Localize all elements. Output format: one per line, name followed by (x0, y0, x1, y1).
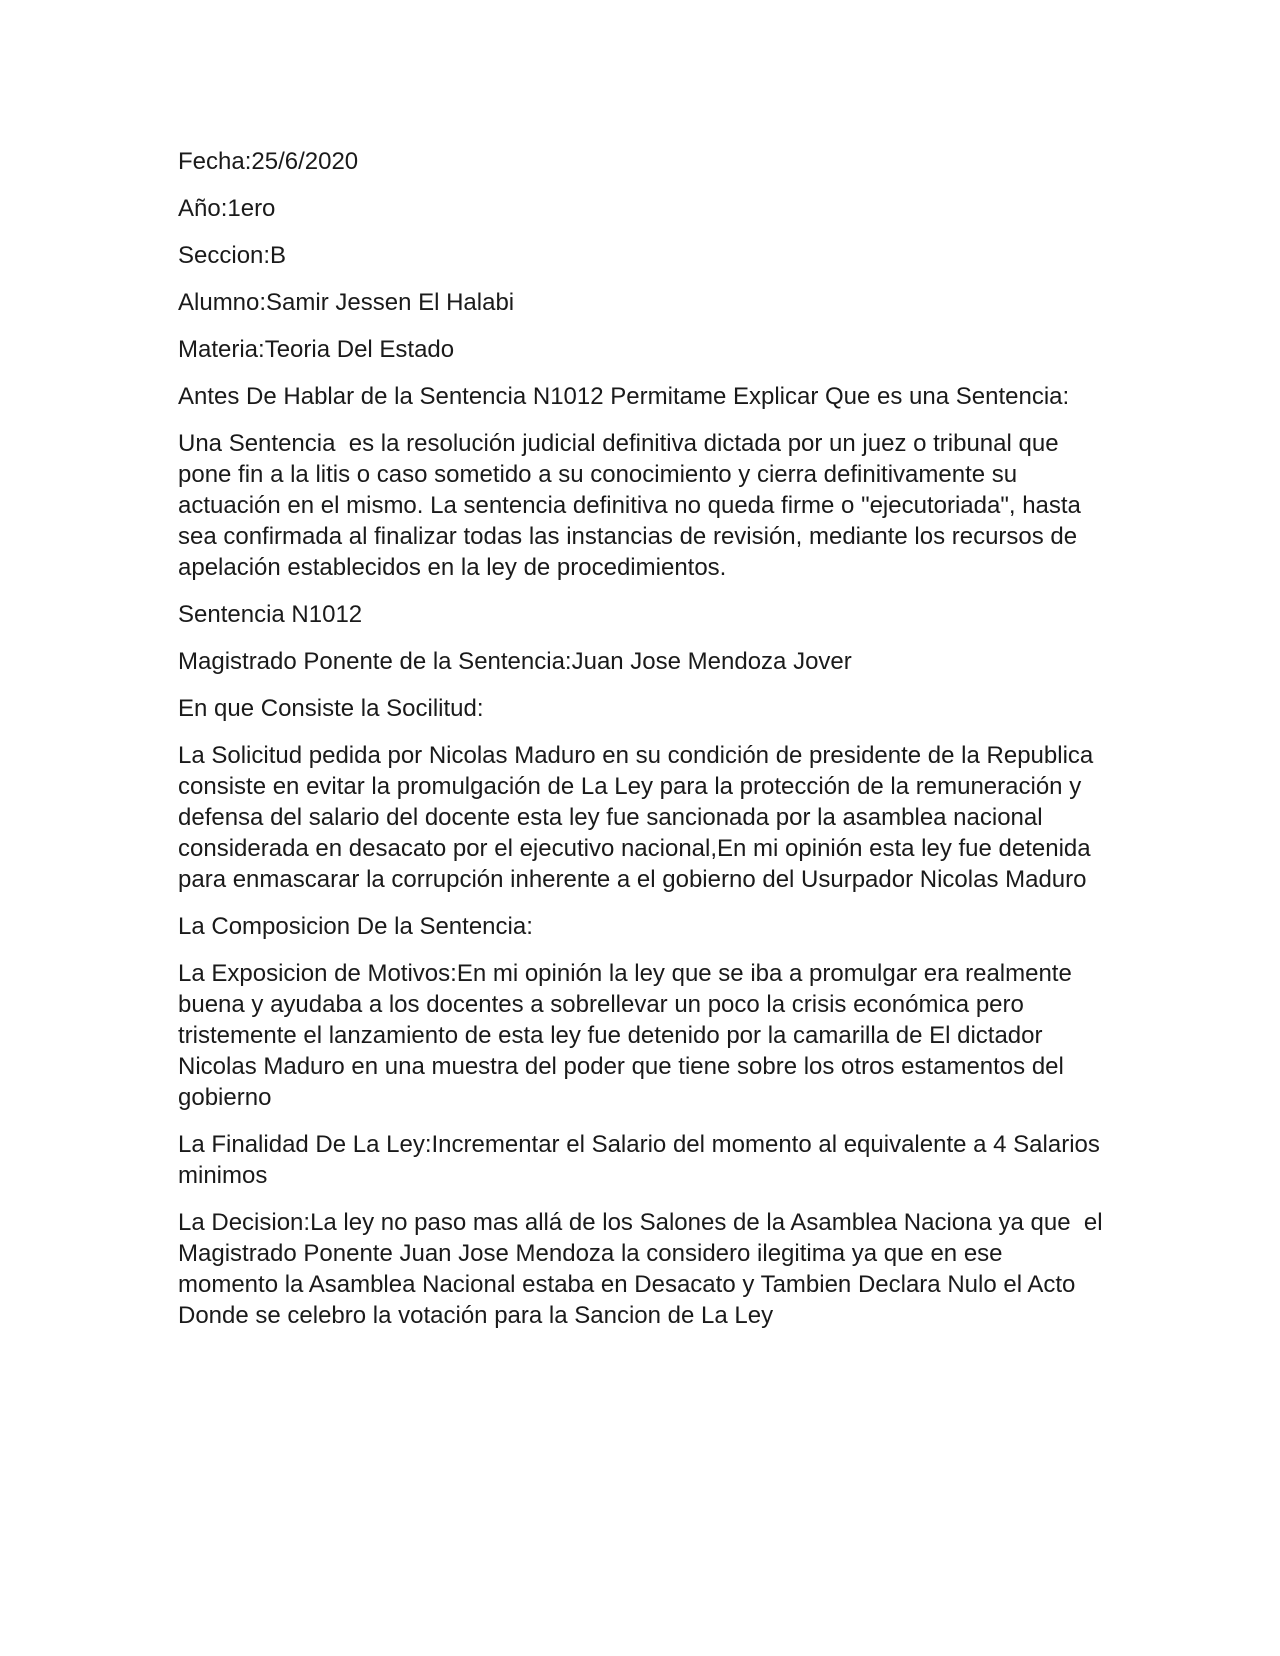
composicion-heading: La Composicion De la Sentencia: (178, 913, 533, 940)
solicitud-heading: En que Consiste la Socilitud: (178, 695, 484, 722)
magistrado-line: Magistrado Ponente de la Sentencia:Juan Jose Mendoza Jover (178, 648, 852, 675)
exposicion-paragraph: La Exposicion de Motivos:En mi opinión la ley que se iba a promulgar era realmente buena y ayudaba a los docentes a sobrellevar un poco la crisis económica pero tristemente el lanzamiento de esta ley fue detenido por la camarilla de El dictador Nicolas Maduro en una muestra del poder que tiene sobre los otros estamentos del gobierno (178, 960, 1079, 1111)
intro-paragraph: Antes De Hablar de la Sentencia N1012 Permitame Explicar Que es una Sentencia: (178, 383, 1070, 410)
finalidad-paragraph: La Finalidad De La Ley:Incrementar el Salario del momento al equivalente a 4 Salarios minimos (178, 1131, 1107, 1189)
decision-paragraph: La Decision:La ley no paso mas allá de los Salones de la Asamblea Naciona ya que el Magistrado Ponente Juan Jose Mendoza la considero ilegitima ya que en ese momento la Asamblea Nacional estaba en Desacato y Tambien Declara Nulo el Acto Donde se celebro la votación para la Sancion de La Ley (178, 1209, 1110, 1329)
solicitud-paragraph: La Solicitud pedida por Nicolas Maduro en su condición de presidente de la Republica consiste en evitar la promulgación de La Ley para la protección de la remuneración y defensa del salario del docente esta ley fue sancionada por la asamblea nacional considerada en desacato por el ejecutivo nacional,En mi opinión esta ley fue detenida para enmascarar la corrupción inherente a el gobierno del Usurpador Nicolas Maduro (178, 742, 1100, 893)
definicion-paragraph: Una Sentencia es la resolución judicial definitiva dictada por un juez o tribunal que pone fin a la litis o caso sometido a su conocimiento y cierra definitivamente su actuación en el mismo. La sentencia definitiva no queda firme o "ejecutoriada", hasta sea confirmada al finalizar todas las instancias de revisión, mediante los recursos de apelación establecidos en la ley de procedimientos. (178, 430, 1088, 581)
alumno-line: Alumno:Samir Jessen El Halabi (178, 289, 515, 316)
fecha-line: Fecha:25/6/2020 (178, 148, 359, 175)
sentencia-heading: Sentencia N1012 (178, 601, 363, 628)
materia-line: Materia:Teoria Del Estado (178, 336, 455, 363)
document-body (178, 146, 1108, 1347)
anio-line: Año:1ero (178, 195, 276, 222)
seccion-line: Seccion:B (178, 242, 287, 269)
